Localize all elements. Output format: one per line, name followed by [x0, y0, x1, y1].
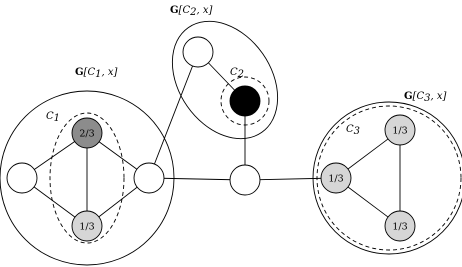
label-g-c3: G[C3, x] — [404, 91, 447, 104]
edge — [149, 52, 198, 178]
node-c3-bottom-value: 1/3 — [392, 221, 408, 233]
node-center — [230, 165, 260, 195]
node-c1-left — [7, 163, 37, 193]
node-c2-white — [183, 37, 213, 67]
node-c2-black — [230, 86, 260, 116]
label-g-c2: G[C2, x] — [170, 5, 213, 18]
node-c1-right — [134, 163, 164, 193]
node-c1-top-value: 2/3 — [79, 128, 95, 140]
label-c1: C1 — [46, 111, 61, 124]
node-c3-left-value: 1/3 — [328, 173, 344, 185]
label-g-c1: G[C1, x] — [75, 67, 118, 80]
label-c2: C2 — [230, 67, 245, 80]
label-c3: C3 — [346, 124, 361, 137]
node-c3-top-value: 1/3 — [392, 125, 408, 137]
node-c1-bottom-value: 1/3 — [79, 221, 95, 233]
